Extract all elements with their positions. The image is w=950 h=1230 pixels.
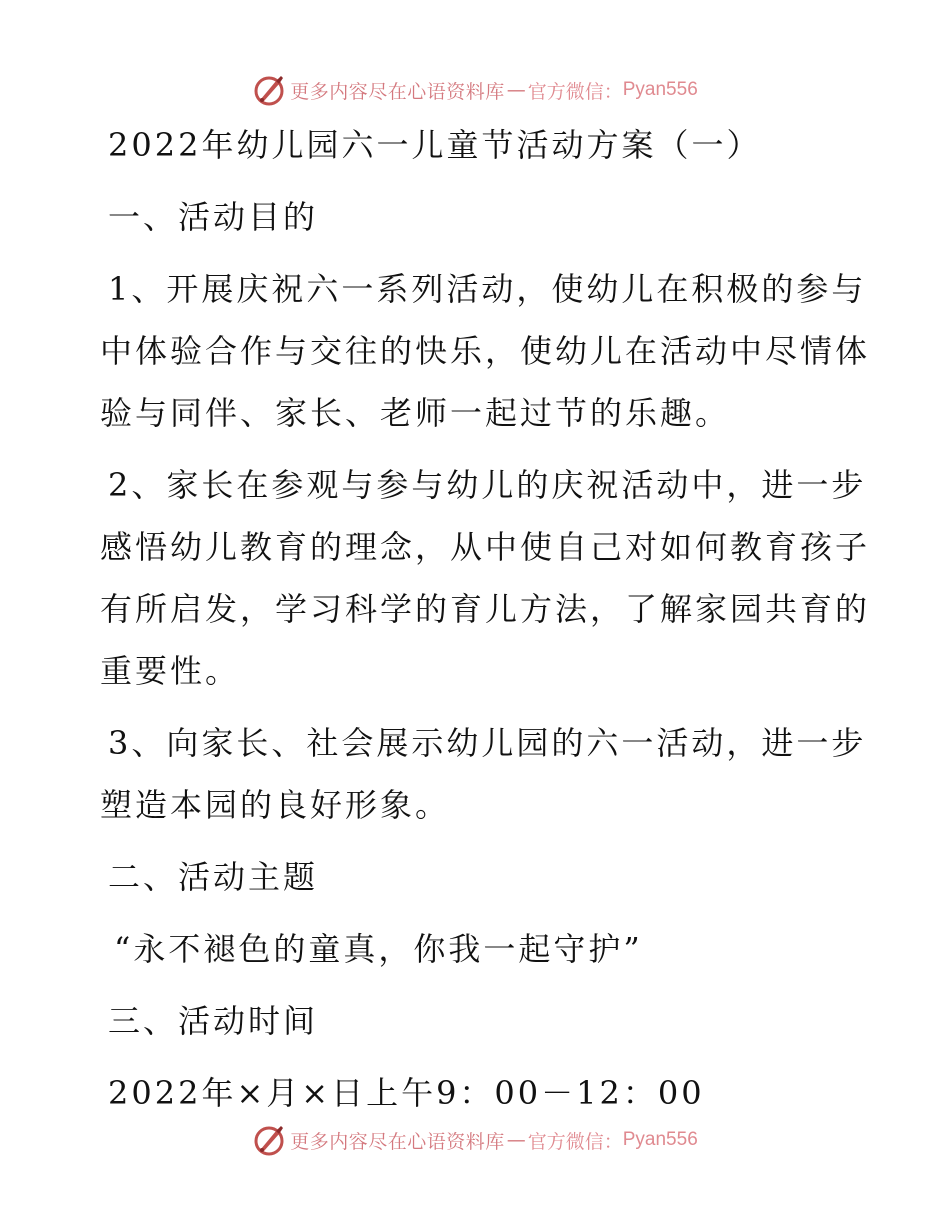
quill-pen-logo-icon (252, 73, 286, 107)
section1-item3 (100, 712, 867, 836)
section1-item1 (100, 258, 871, 444)
banner-contact-id: Pyan556 (622, 79, 698, 100)
paragraph-line: 1、开展庆祝六一系列活动，使幼儿在积极的参与 (108, 270, 867, 308)
section1-heading: 一、活动目的 (108, 198, 319, 236)
banner-contact-label: 官方微信： (527, 80, 623, 103)
paragraph-line: 有所启发，学习科学的育儿方法，了解家园共育的 (100, 590, 871, 628)
document-body (100, 114, 871, 1124)
header-banner (0, 68, 950, 112)
banner-separator: — (506, 79, 526, 101)
paragraph-line: 重要性。 (100, 652, 241, 690)
banner-contact-label: 官方微信： (527, 1130, 623, 1153)
banner-text: 更多内容尽在心语资料库 (290, 80, 505, 103)
banner-text: 更多内容尽在心语资料库 (290, 1130, 505, 1153)
section3-heading: 三、活动时间 (108, 1002, 319, 1040)
paragraph-line: 2、家长在参观与参与幼儿的庆祝活动中，进一步 (108, 466, 867, 504)
section2-heading: 二、活动主题 (108, 858, 319, 896)
document-title: 2022年幼儿园六一儿童节活动方案（一） (108, 126, 762, 164)
banner-separator: — (506, 1129, 526, 1151)
section2-theme: “永不褪色的童真，你我一起守护” (114, 930, 643, 968)
section3-time: 2022年×月×日上午9：00－12：00 (108, 1074, 705, 1112)
paragraph-line: 验与同伴、家长、老师一起过节的乐趣。 (100, 394, 731, 432)
section1-item2 (100, 454, 871, 702)
paragraph-line: 塑造本园的良好形象。 (100, 786, 451, 824)
paragraph-line: 感悟幼儿教育的理念，从中使自己对如何教育孩子 (100, 528, 871, 566)
paragraph-line: 3、向家长、社会展示幼儿园的六一活动，进一步 (108, 724, 867, 762)
quill-pen-logo-icon (252, 1123, 286, 1157)
footer-banner (0, 1118, 950, 1162)
banner-contact-id: Pyan556 (622, 1129, 698, 1150)
paragraph-line: 中体验合作与交往的快乐，使幼儿在活动中尽情体 (100, 332, 871, 370)
